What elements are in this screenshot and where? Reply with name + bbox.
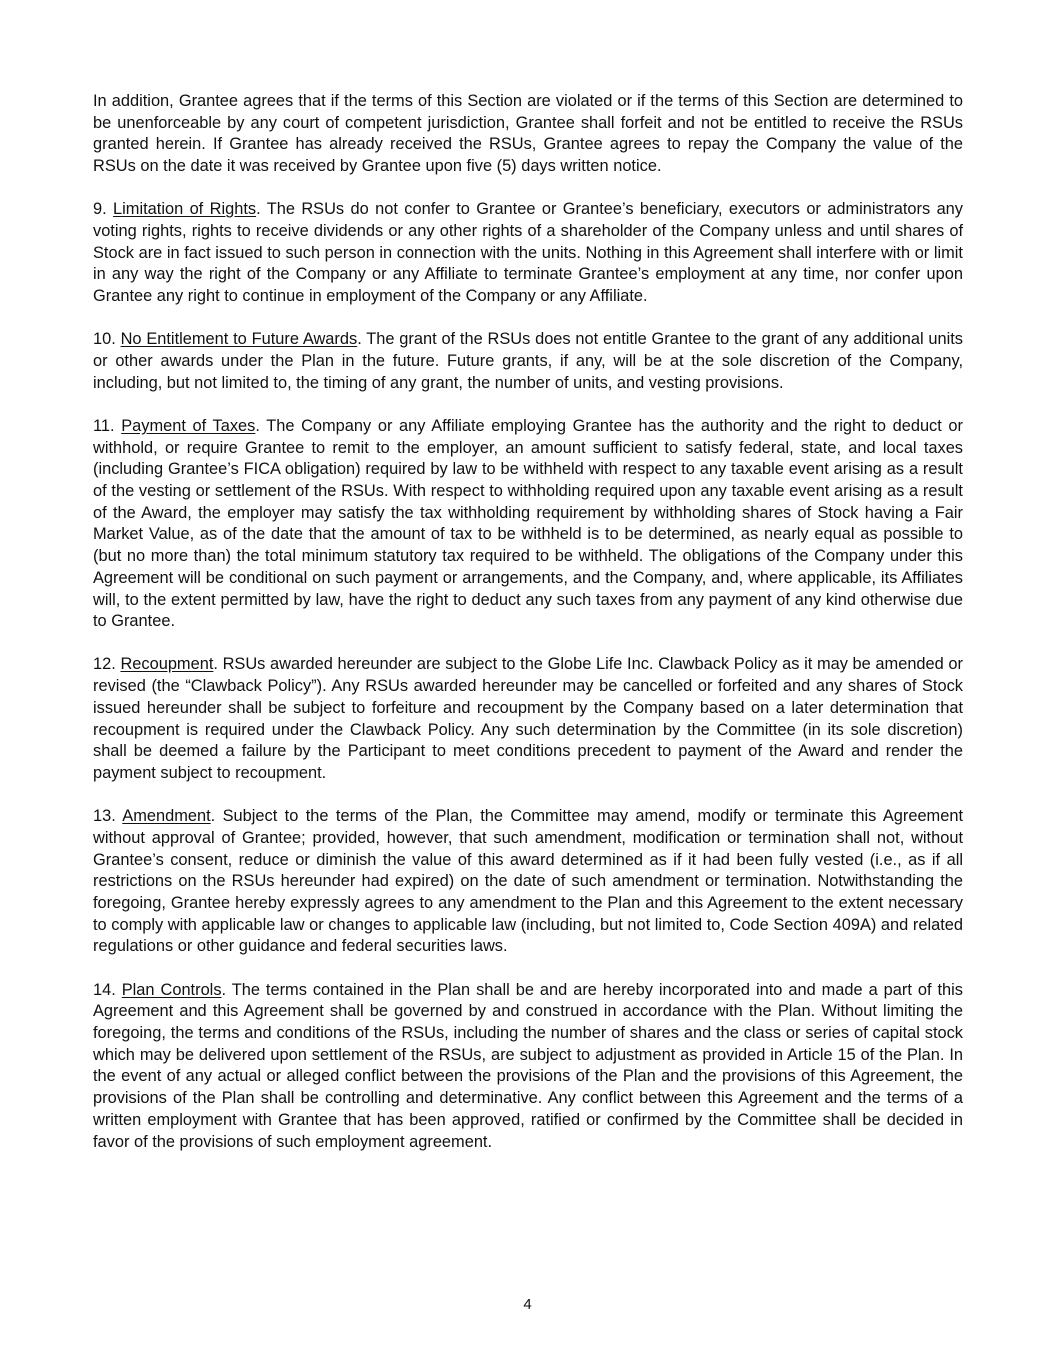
section-14-plan-controls bbox=[93, 980, 963, 1154]
section-heading: Plan Controls bbox=[121, 980, 222, 999]
section-9-limitation-of-rights bbox=[93, 199, 963, 308]
section-13-amendment bbox=[93, 806, 963, 958]
section-heading: Recoupment bbox=[120, 655, 214, 674]
section-heading: No Entitlement to Future Awards bbox=[120, 330, 358, 349]
section-body: . RSUs awarded hereunder are subject to the Globe Life Inc. Clawback Policy as it may be amended or revised (the “Clawback Policy”). Any RSUs awarded hereunder may be cancelled or forfeited and any shares of Stock issued hereunder shall be subject to forfeiture and recoupment by the Company based on a later determination that recoupment is required under the Clawback Policy. Any such determination by the Committee (in its sole discretion) shall be deemed a failure by the Participant to meet conditions precedent to payment of the Award and render the payment subject to recoupment. bbox=[93, 655, 964, 782]
section-number: 10. bbox=[93, 330, 121, 349]
section-heading: Limitation of Rights bbox=[113, 200, 257, 219]
section-number: 11. bbox=[93, 416, 122, 435]
section-number: 9. bbox=[93, 200, 114, 219]
section-10-no-entitlement bbox=[93, 329, 963, 394]
section-number: 13. bbox=[93, 807, 123, 826]
document-page bbox=[93, 91, 963, 1175]
section-heading: Amendment bbox=[122, 807, 211, 826]
page-number: 4 bbox=[523, 1296, 532, 1313]
section-heading: Payment of Taxes bbox=[121, 416, 256, 435]
section-body: . The RSUs do not confer to Grantee or Grantee’s beneficiary, executors or administrators any voting rights, rights to receive dividends or any other rights of a shareholder of the Company unless and until shares of Stock are in fact issued to such person in connection with the units. Nothing in this Agreement shall interfere with or limit in any way the right of the Company or any Affiliate to terminate Grantee’s employment at any time, nor confer upon Grantee any right to continue in employment of the Company or any Affiliate. bbox=[93, 200, 963, 306]
section-body: . Subject to the terms of the Plan, the Committee may amend, modify or terminate this Agreement without approval of Grantee; provided, however, that such amendment, modification or termination shall not, without Grantee’s consent, reduce or diminish the value of this award determined as if it had been fully vested (i.e., as if all restrictions on the RSUs hereunder had expired) on the date of such amendment or termination. Notwithstanding the foregoing, Grantee hereby expressly agrees to any amendment to the Plan and this Agreement to the extent necessary to comply with applicable law or changes to applicable law (including, but not limited to, Code Section 409A) and related regulations or other guidance and federal securities laws. bbox=[93, 807, 963, 956]
section-body: . The terms contained in the Plan shall be and are hereby incorporated into and made a part of this Agreement and this Agreement shall be governed by and construed in accordance with the Plan. Without limiting the foregoing, the terms and conditions of the RSUs, including the number of shares and the class or series of capital stock which may be delivered upon settlement of the RSUs, are subject to adjustment as provided in Article 15 of the Plan. In the event of any actual or alleged conflict between the provisions of the Plan and the provisions of this Agreement, the provisions of the Plan shall be controlling and determinative. Any conflict between this Agreement and the terms of a written employment with Grantee that has been approved, ratified or confirmed by the Committee shall be decided in favor of the provisions of such employment agreement. bbox=[93, 980, 963, 1151]
intro-paragraph: In addition, Grantee agrees that if the terms of this Section are violated or if the terms of this Section are determined to be unenforceable by any court of competent jurisdiction, Grantee shall forfeit and not be entitled to receive the RSUs granted herein. If Grantee has already received the RSUs, Grantee agrees to repay the Company the value of the RSUs on the date it was received by Grantee upon five (5) days written notice. bbox=[93, 92, 963, 176]
section-11-payment-of-taxes bbox=[93, 416, 963, 633]
section-body: . The grant of the RSUs does not entitle Grantee to the grant of any additional units or other awards under the Plan in the future. Future grants, if any, will be at the sole discretion of the Company, including, but not limited to, the timing of any grant, the number of units, and vesting provisions. bbox=[93, 330, 963, 392]
section-number: 12. bbox=[93, 655, 121, 674]
section-number: 14. bbox=[93, 980, 122, 999]
section-12-recoupment bbox=[93, 654, 963, 784]
section-body: . The Company or any Affiliate employing Grantee has the authority and the right to deduct or withhold, or require Grantee to remit to the employer, an amount sufficient to satisfy federal, state, and local taxes (including Grantee’s FICA obligation) required by law to be withheld with respect to any taxable event arising as a result of the vesting or settlement of the RSUs. With respect to withholding required upon any taxable event arising as a result of the Award, the employer may satisfy the tax withholding requirement by withholding shares of Stock having a Fair Market Value, as of the date that the amount of tax to be withheld is to be determined, as nearly equal as possible to (but no more than) the total minimum statutory tax required to be withheld. The obligations of the Company under this Agreement will be conditional on such payment or arrangements, and the Company, and, where applicable, its Affiliates will, to the extent permitted by law, have the right to deduct any such taxes from any payment of any kind otherwise due to Grantee. bbox=[93, 416, 964, 631]
